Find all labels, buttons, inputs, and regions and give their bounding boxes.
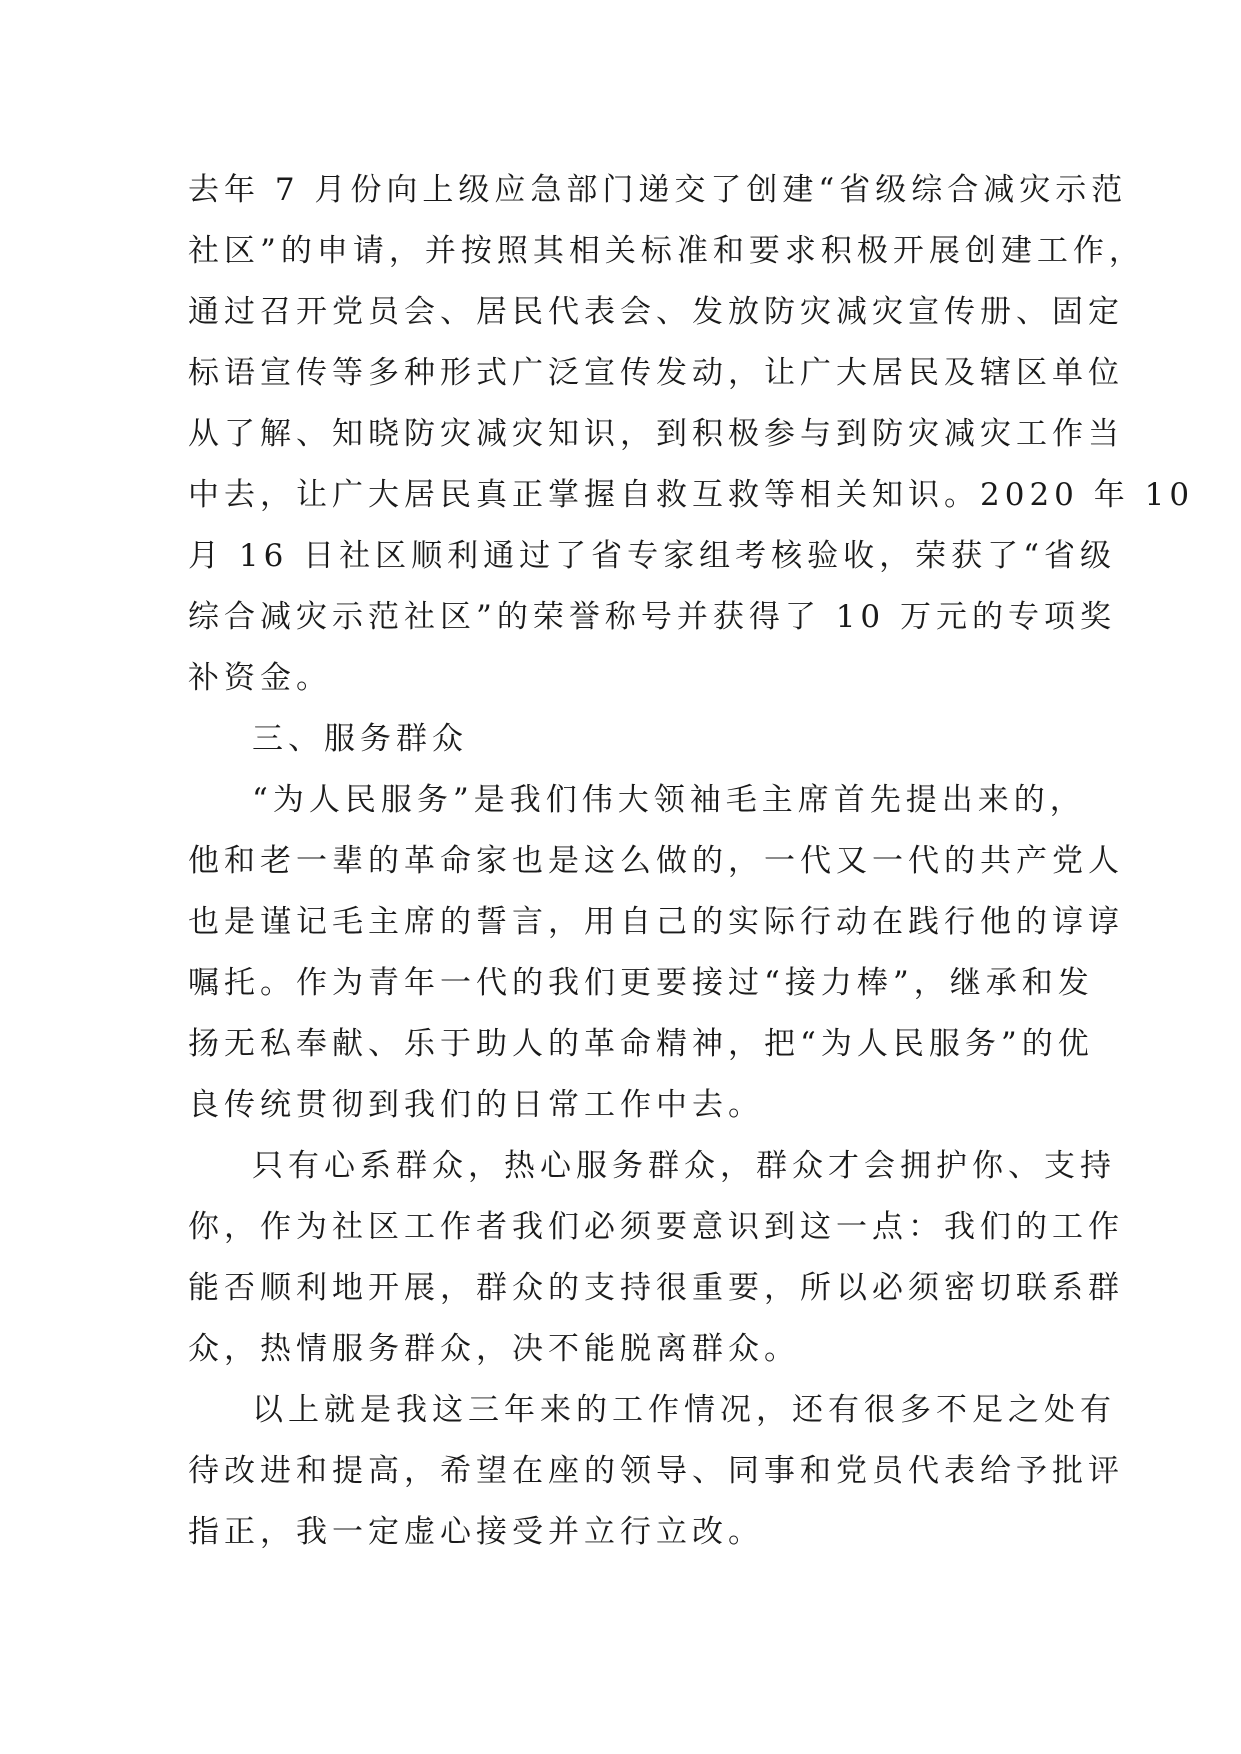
text-line: 从了解、知晓防灾减灾知识，到积极参与到防灾减灾工作当 xyxy=(188,416,1124,452)
text-line: 社区”的申请，并按照其相关标准和要求积极开展创建工作， xyxy=(188,233,1145,269)
text-line: 他和老一辈的革命家也是这么做的，一代又一代的共产党人 xyxy=(188,843,1124,879)
text-line: 综合减灾示范社区”的荣誉称号并获得了 10 万元的专项奖 xyxy=(188,599,1116,635)
text-line: 月 16 日社区顺利通过了省专家组考核验收，荣获了“省级 xyxy=(188,538,1116,574)
text-line: 补资金。 xyxy=(188,660,332,696)
paragraph-start-line: 只有心系群众，热心服务群众，群众才会拥护你、支持 xyxy=(252,1148,1116,1184)
paragraph-start-line: “为人民服务”是我们伟大领袖毛主席首先提出来的， xyxy=(252,782,1086,818)
text-line: 去年 7 月份向上级应急部门递交了创建“省级综合减灾示范 xyxy=(188,172,1128,208)
document-body xyxy=(188,160,1195,1563)
text-line: 中去，让广大居民真正掌握自救互救等相关知识。2020 年 10 xyxy=(188,477,1195,513)
section-heading: 三、服务群众 xyxy=(252,721,468,757)
text-line: 待改进和提高，希望在座的领导、同事和党员代表给予批评 xyxy=(188,1453,1124,1489)
text-line: 扬无私奉献、乐于助人的革命精神，把“为人民服务”的优 xyxy=(188,1026,1094,1062)
text-line: 众，热情服务群众，决不能脱离群众。 xyxy=(188,1331,800,1367)
text-line: 标语宣传等多种形式广泛宣传发动，让广大居民及辖区单位 xyxy=(188,355,1124,391)
text-line: 你，作为社区工作者我们必须要意识到这一点：我们的工作 xyxy=(188,1209,1124,1245)
text-line: 良传统贯彻到我们的日常工作中去。 xyxy=(188,1087,764,1123)
text-line: 通过召开党员会、居民代表会、发放防灾减灾宣传册、固定 xyxy=(188,294,1124,330)
text-line: 嘱托。作为青年一代的我们更要接过“接力棒”，继承和发 xyxy=(188,965,1094,1001)
text-line: 也是谨记毛主席的誓言，用自己的实际行动在践行他的谆谆 xyxy=(188,904,1124,940)
text-line: 能否顺利地开展，群众的支持很重要，所以必须密切联系群 xyxy=(188,1270,1124,1306)
text-line: 指正，我一定虚心接受并立行立改。 xyxy=(188,1514,764,1550)
paragraph-start-line: 以上就是我这三年来的工作情况，还有很多不足之处有 xyxy=(252,1392,1116,1428)
